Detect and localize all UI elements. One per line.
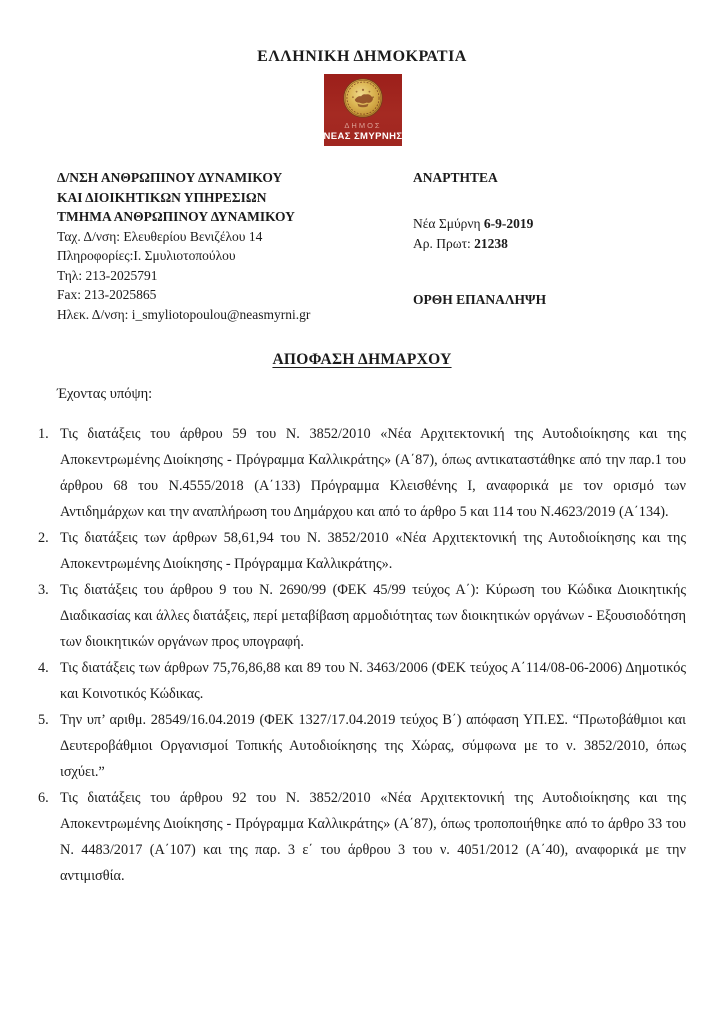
list-item-number: 3. [38, 582, 49, 598]
sender-postal-address: Ταχ. Δ/νση: Ελευθερίου Βενιζέλου 14 [57, 228, 263, 244]
list-item [38, 655, 686, 707]
list-item-number: 1. [38, 426, 49, 442]
list-item [38, 525, 686, 577]
list-item [38, 785, 686, 889]
sender-address-block [57, 168, 407, 324]
sender-email: Ηλεκ. Δ/νση: i_smyliotopoulou@neasmyrni.gr [57, 306, 311, 322]
place-date-line [413, 214, 533, 234]
list-item-number: 6. [38, 790, 49, 806]
protocol-line [413, 234, 508, 254]
document-title: ΑΠΟΦΑΣΗ ΔΗΜΑΡΧΟΥ [272, 351, 452, 368]
sender-directorate-line2: ΚΑΙ ΔΙΟΙΚΗΤΙΚΩΝ ΥΠΗΡΕΣΙΩΝ [57, 189, 267, 205]
list-item-text: Τις διατάξεις του άρθρου 92 του Ν. 3852/2010 «Νέα Αρχιτεκτονική της Αυτοδιοίκησης και της Αποκεντρωμένης Διοίκησης - Πρόγραμμα Καλλικράτης» (Α΄87), όπως τροποποιήθηκε από το άρθρο 33 του Ν. 4483/2017 (Α΄107) και της παρ. 3 ε΄ του άρθρου 3 του ν. 4051/2012 (Α΄40), αναφορικά με την αντιμισθία. [60, 790, 686, 884]
list-item-text: Τις διατάξεις των άρθρων 58,61,94 του Ν. 3852/2010 «Νέα Αρχιτεκτονική της Αυτοδιοίκησης και της Αποκεντρωμένης Διοίκησης - Πρόγραμμα Καλλικράτης». [60, 530, 686, 572]
date-value: 6-9-2019 [483, 216, 534, 231]
anartitea-label: ΑΝΑΡΤΗΤΕΑ [413, 170, 498, 185]
list-item [38, 577, 686, 655]
list-item-text: Τις διατάξεις των άρθρων 75,76,86,88 και 89 του Ν. 3463/2006 (ΦΕΚ τεύχος Α΄114/08-06-2006) Δημοτικός και Κοινοτικός Κώδικας. [60, 660, 686, 702]
municipal-seal-icon [341, 77, 385, 121]
list-item-number: 2. [38, 530, 49, 546]
intro-phrase: Έχοντας υπόψη: [57, 386, 153, 402]
logo-municipality-name: ΝΕΑΣ ΣΜΥΡΝΗΣ [323, 131, 403, 142]
list-item-number: 4. [38, 660, 49, 676]
protocol-label: Αρ. Πρωτ: [413, 236, 475, 251]
logo-municipality-word: ΔΗΜΟΣ [344, 121, 382, 130]
list-item-text: Τις διατάξεις του άρθρου 9 του Ν. 2690/99 (ΦΕΚ 45/99 τεύχος Α΄): Κύρωση του Κώδικα Διοικητικής Διαδικασίας και άλλες διατάξεις, περί μεταβίβαση αρμοδιότητας των διοικητικών οργάνων - Εξουσιοδότηση των διοικητικών οργάνων προς υπογραφή. [60, 582, 686, 650]
sender-phone: Τηλ: 213-2025791 [57, 267, 158, 283]
list-item-text: Την υπ’ αριθμ. 28549/16.04.2019 (ΦΕΚ 1327/17.04.2019 τεύχος Β΄) απόφαση ΥΠ.ΕΣ. “Πρωτοβάθμιοι και Δευτεροβάθμιοι Οργανισμοί Τοπικής Αυτοδιοίκησης της Χώρας, σύμφωνα με το ν. 3852/2010, όπως ισχύει.” [60, 712, 686, 780]
sender-fax: Fax: 213-2025865 [57, 287, 157, 302]
correction-notice: ΟΡΘΗ ΕΠΑΝΑΛΗΨΗ [413, 292, 547, 307]
list-item [38, 707, 686, 785]
list-item-text: Τις διατάξεις του άρθρου 59 του Ν. 3852/2010 «Νέα Αρχιτεκτονική της Αυτοδιοίκησης και της Αποκεντρωμένης Διοίκησης - Πρόγραμμα Καλλικράτης» (Α΄87), όπως αντικαταστάθηκε από την παρ.1 του άρθρου 68 του Ν.4555/2018 (Α΄133) Πρόγραμμα Κλεισθένης Ι, αναφορικά με τον ορισμό των Αντιδημάρχων και την αναπλήρωση του Δημάρχου και από το άρθρο 5 και 114 του Ν.4623/2019 (Α΄134). [60, 426, 686, 520]
municipality-logo [324, 74, 402, 146]
place-label: Νέα Σμύρνη [413, 216, 484, 231]
republic-header: ΕΛΛΗΝΙΚΗ ΔΗΜΟΚΡΑΤΙΑ [257, 48, 467, 65]
list-item [38, 421, 686, 525]
list-item-number: 5. [38, 712, 49, 728]
protocol-number: 21238 [474, 236, 508, 251]
considerations-list [38, 421, 686, 889]
sender-contact-person: Πληροφορίες:Ι. Σμυλιοτοπούλου [57, 248, 236, 263]
sender-directorate-line1: Δ/ΝΣΗ ΑΝΘΡΩΠΙΝΟΥ ΔΥΝΑΜΙΚΟΥ [57, 170, 283, 185]
sender-department: ΤΜΗΜΑ ΑΝΘΡΩΠΙΝΟΥ ΔΥΝΑΜΙΚΟΥ [57, 209, 295, 224]
